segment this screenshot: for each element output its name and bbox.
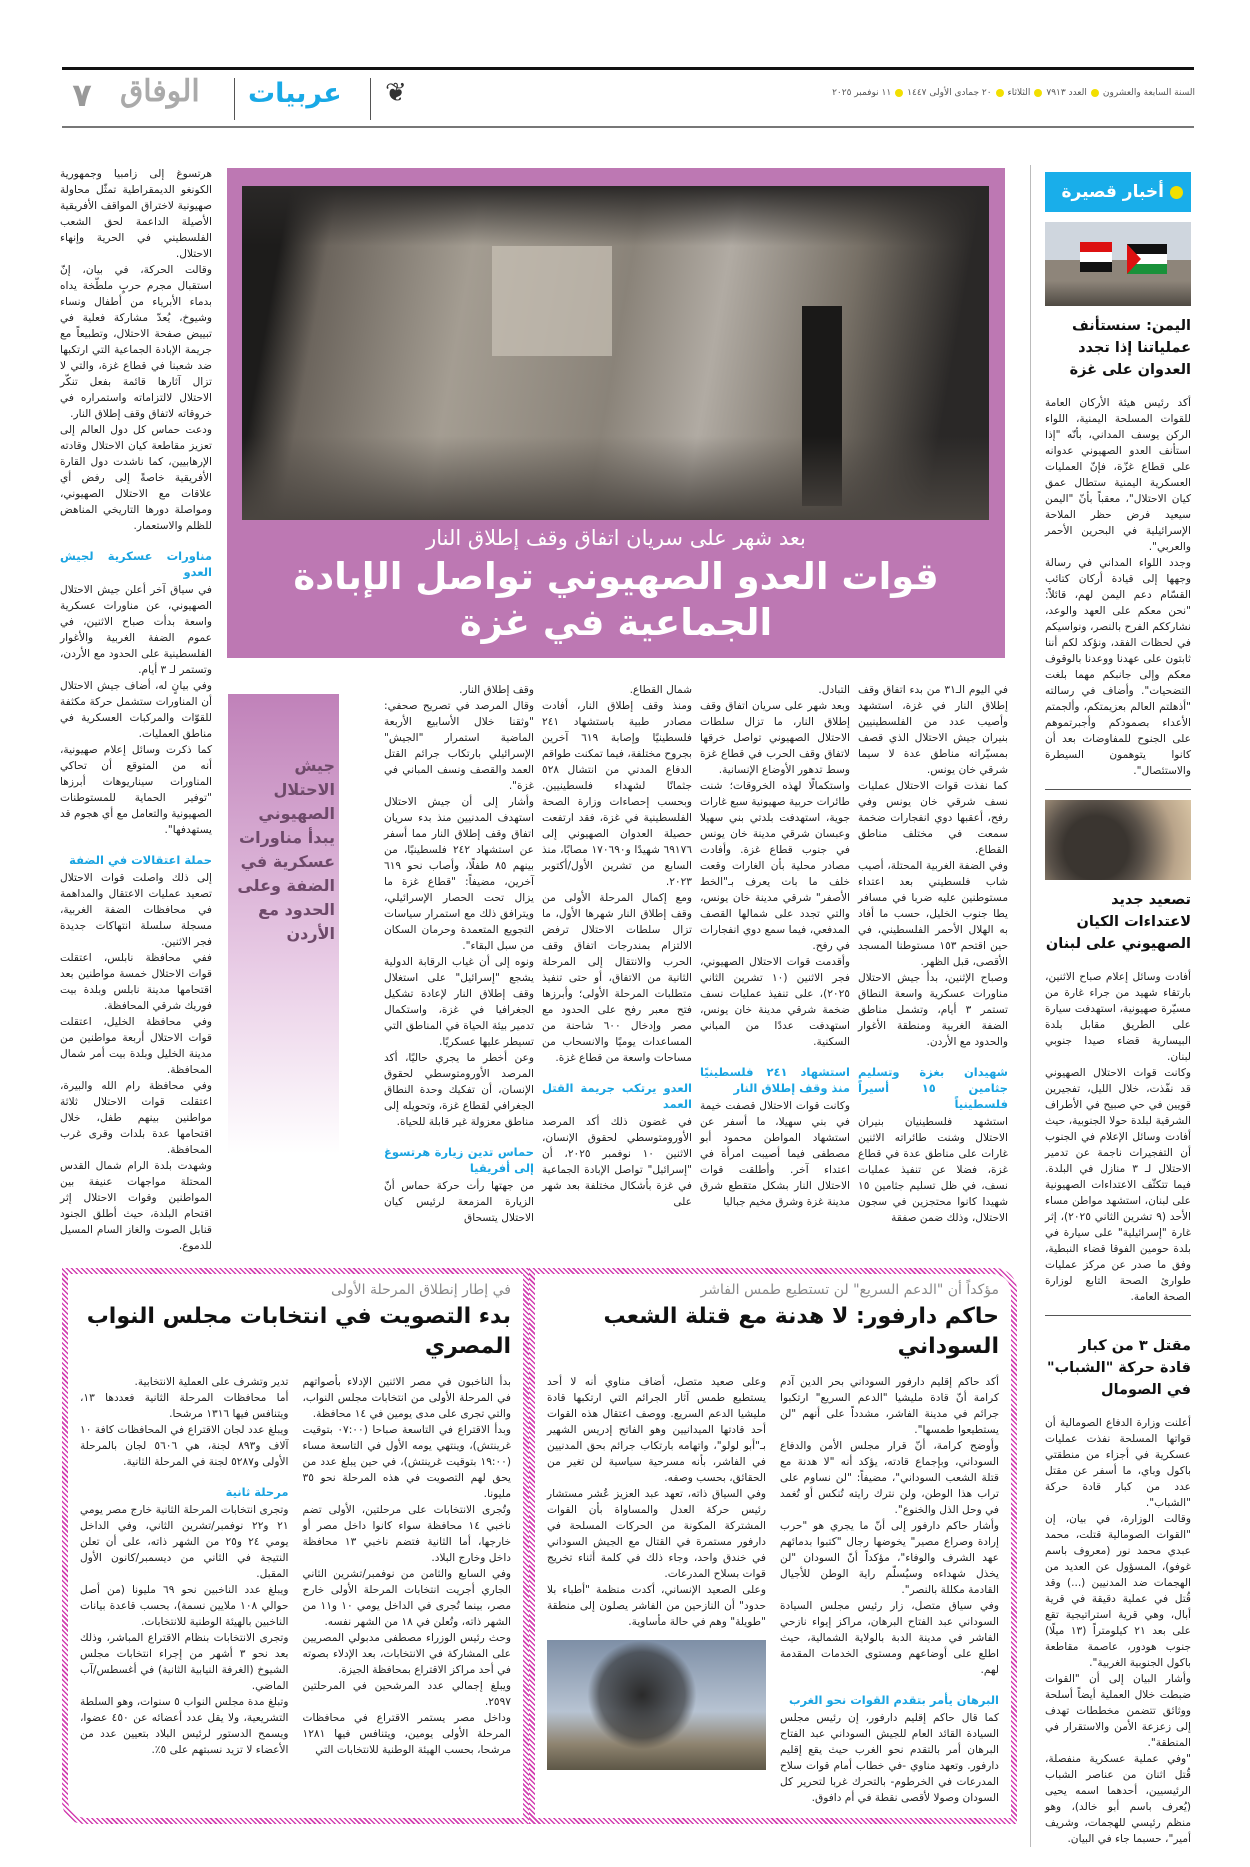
lead-sidebar-title: جيش الاحتلال الصهيوني يبدأ مناورات عسكرية في الضفة وعلى الحدود مع الأردن [237, 756, 335, 943]
bullet-icon [1170, 186, 1183, 199]
paragraph: وفي سياق متصل، زار رئيس مجلس السيادة السوداني عبد الفتاح البرهان، مراكز إيواء نازحي الفاشر في مدينة الدبة بالولاية الشمالية، حيث اطلع على أوضاعهم ومستوى الخدمات المقدمة لهم. [780, 1600, 999, 1676]
paragraph: التبادل. [818, 684, 850, 696]
dateline-item: العدد ٧٩١٣ [1046, 88, 1087, 98]
brief-headline: تصعيد جديد لاعتداءات الكيان الصهيوني على لبنان [1045, 892, 1191, 952]
paragraph: وتجرى الانتخابات بنظام الاقتراع المباشر، وذلك بعد نحو ٣ أشهر من إجراء انتخابات مجلس الشيوخ (الغرفة النيابية الثانية) في أغسطس/آب الماضي. [80, 1632, 289, 1692]
brief-headline: مقتل ٣ من كبار قادة حركة "الشباب" في الصومال [1047, 1338, 1191, 1398]
subheading: حماس تدين زيارة هرتسوغ إلى أفريقيا [384, 1145, 534, 1175]
egypt-story-frame [62, 1268, 529, 1824]
paragraph: ومنذ وقف إطلاق النار، أفادت مصادر طبية باستشهاد ٢٤١ فلسطينيًا وإصابة ٦١٩ آخرين بجروح مختلفة، فيما تمكنت طواقم الدفاع المدني من انتشال ٥٢٨ جثمانًا لشهداء فلسطينيين. وبحسب إحصاءات وزارة الصحة الفلسطينية في غزة، فقد ارتفعت حصيلة العدوان الصهيوني إلى ٦٩١٧٦ شهيدًا و١٧٠٦٩٠ مصابًا، منذ السابع من تشرين الأول/أكتوبر ٢٠٢٣. [542, 700, 692, 888]
paragraph: وأقدمت قوات الاحتلال الصهيوني، فجر الاثنين (١٠ تشرين الثاني ٢٠٢٥)، على تنفيذ عمليات نسف ضخمة شرقي مدينة خان يونس، استهدفت عددًا من المباني السكنية. [700, 956, 850, 1048]
brief-body [1045, 969, 1191, 1305]
paragraph: في اليوم الـ٣١ من بدء اتفاق وقف إطلاق النار في غزة، استشهد وأصيب عدد من الفلسطينيين بنيران جيش الاحتلال الذي قصف بمسيّراته مناطق عدة لا سيما شرقي خان يونس. [858, 684, 1009, 776]
paragraph: شمال القطاع. [629, 684, 692, 696]
paragraph: كما قال حاكم إقليم دارفور، إن رئيس مجلس السيادة القائد العام للجيش السوداني عبد الفتاح البرهان أمر بالتقدم نحو الغرب حيث يقع إقليم دارفور. وتعهد مناوي -في خطاب أمام قوات سلاح المدرعات في الخرطوم- بالتحرك غربا لتحرير كل السودان وصولا لأقصى نقطة في أم دافوق. [780, 1712, 999, 1804]
paragraph: وفي بيانٍ له، أضاف جيش الاحتلال أن المناورات ستشمل حركة مكثفة للقوّات والمركبات العسكرية في مناطق العمليات. [60, 680, 212, 740]
briefs-title: أخبار قصيرة [1061, 182, 1164, 202]
paragraph: أكد رئيس هيئة الأركان العامة للقوات المسلحة اليمنية، اللواء الركن يوسف المداني، بأنّه "إذا استأنف العدو الصهيوني عدوانه على قطاع غزّة، فإنّ العمليات العسكرية اليمنية ستطال عمق كيان الاحتلال"، معقباً بأنّ "اليمن سيعيد فرض حظر الملاحة الإسرائيلية في البحرين الأحمر والعربي". [1045, 397, 1191, 553]
dateline-item: ١١ نوفمبر ٢٠٢٥ [832, 88, 892, 98]
divider [1045, 1315, 1191, 1316]
subheading: استشهاد ٢٤١ فلسطينيًا منذ وقف إطلاق النار [700, 1065, 850, 1095]
paragraph: وفي محافظة رام الله والبيرة، اعتقلت قوات الاحتلال ثلاثة مواطنين بينهم طفل، خلال اقتحامها عدة بلدات وقرى غرب المحافظة. [60, 1080, 212, 1156]
paragraph: ففي محافظة نابلس، اعتقلت قوات الاحتلال خمسة مواطنين بعد اقتحامها مدينة نابلس وبلدة بيت فوريك شرقي المحافظة. [60, 952, 212, 1012]
paragraph: في سياق آخر أعلن جيش الاحتلال الصهيوني، عن مناورات عسكرية واسعة بدأت صباح الاثنين، في عموم الضفة الغربية والأغوار الفلسطينية على الحدود مع الأردن، وتستمر لـ ٣ أيام. [60, 584, 212, 676]
paragraph: وقالت الوزارة، في بيان، إن "القوات الصومالية قتلت، محمد عبدي محمد نور (معروف باسم غوفو)، المسؤول عن العديد من الهجمات ضد المدنيين (...) وقد قُتل في عملية دقيقة في قرية أبال، وهي قرية استراتيجية تقع على بعد ٢١ كيلومتراً (١٣ ميلًا) جنوب هودور، عاصمة مقاطعة باكول الجنوبية الغربية". [1045, 1513, 1192, 1669]
paragraph: ويبلغ إجمالي عدد المرشحين في المرحلتين ٢٥٩٧. [302, 1680, 511, 1708]
emblem-icon: ❦ [385, 78, 407, 108]
burned-car-photo [1045, 800, 1191, 880]
subheading: البرهان يأمر بتقدم القوات نحو الغرب [788, 1693, 999, 1707]
paragraph: وبدأ الاقتراع في التاسعة صباحا (٠٧:٠٠ بتوقيت غرينتش)، وينتهي يومه الأول في التاسعة مساء (١٩:٠٠ بتوقيت غرينتش)، في حين يبلغ عدد من يحق لهم التصويت في هذه المرحلة نحو ٣٥ مليونا. [302, 1424, 511, 1500]
lead-column [384, 682, 534, 1226]
paragraph: استشهد فلسطينيان بنيران الاحتلال وشنت طائراته الاثنين غارات على مناطق عدة في قطاع غزة، فضلا عن تنفيذ عمليات نسف، في ظل تسليم جثامين ١٥ شهيدا كانوا محتجزين في سجون الاحتلال، وذلك ضمن صفقة [858, 1116, 1008, 1224]
darfur-column [547, 1374, 766, 1630]
paragraph: وصباح الإثنين، بدأ جيش الاحتلال مناورات عسكرية واسعة النطاق تستمر ٣ أيام، وتشمل مناطق الضفة الغربية ومنطقة الأغوار والحدود مع الأردن. [858, 972, 1008, 1048]
bottom-stories [62, 1268, 1017, 1824]
paragraph: ويبلغ عدد لجان الاقتراع في المحافظات كافة ١٠ آلاف و٨٩٣ لجنة، هي ٥٦٠٦ لجان بالمرحلة الأولى و٥٢٨٧ لجنة في المرحلة الثانية. [80, 1424, 289, 1468]
darfur-column [780, 1374, 999, 1806]
lead-column [700, 682, 850, 1210]
briefs-column [1045, 172, 1191, 1847]
paragraph: "وفي عملية عسكرية منفصلة، قُتل اثنان من عناصر الشباب الرئيسيين، أحدهما اسمه يحيى (يُعرف باسم أبو خالد)، وهو منظم رئيسي للهجمات، وشريف أمير"، حسبما جاء في البيان. [1045, 1753, 1191, 1845]
bullet-icon [996, 89, 1004, 97]
paragraph: في غضون ذلك أكد المرصد الأورومتوسطي لحقوق الإنسان، الاثنين ١٠ نوفمبر ٢٠٢٥، أن "إسرائيل" تواصل الإبادة الجماعية في غزة بأشكال مختلفة بعد شهر على [542, 1116, 693, 1208]
dateline-item: الثلاثاء [1007, 88, 1031, 98]
brief-headline: اليمن: سنستأنف عملياتنا إذا تجدد العدوان على غزة [1069, 318, 1191, 378]
darfur-kicker: مؤكداً أن "الدعم السريع" لن تستطيع طمس الفاشر [700, 1282, 999, 1298]
paragraph: وفي الضفة الغربية المحتلة، أصيب شاب فلسطيني بعد اعتداء مستوطنين عليه ضربا في مسافر يطا جنوب الخليل، حسب ما أفاد به الهلال الأحمر الفلسطيني، في حين اقتحم ١٥٣ مستوطنا المسجد الأقصى، قبل الظهر. [858, 860, 1008, 968]
paragraph: وقالت الحركة، في بيان، إنّ استقبال مجرم حربٍ ملطّخة يداه بدماء الأبرياء من أطفال ونساء وشيوخ، يُعدّ مشاركة فعلية في تبييض صفحة الاحتلال، وتطبيعاً مع جريمة الإبادة الجماعية التي ارتكبها ضد شعبنا في قطاع غزة، والتي لا تزال آثارها قائمة بفعل تنكّر الاحتلال لالتزاماته واستمراره في خروقاته لاتفاق وقف إطلاق النار. [60, 264, 212, 420]
egypt-column [303, 1374, 512, 1758]
paragraph: كما نفذت قوات الاحتلال عمليات نسف شرقي خان يونس وفي رفح، أعقبها دوي انفجارات ضخمة سمعت في مختلف مناطق القطاع. [858, 780, 1008, 856]
smoke-over-city-photo [547, 1640, 766, 1770]
subheading: العدو يرتكب جريمة القتل العمد [542, 1081, 692, 1111]
column-divider [1030, 165, 1031, 1847]
paragraph: ودعت حماس كل دول العالم إلى تعزيز مقاطعة كيان الاحتلال وقادته الإرهابيين، كما ناشدت دول القارة الأفريقية خاصةً إلى رفض أي علاقات مع الاحتلال الصهيوني، ومواصلة دورها التاريخي المناهض للظلم والاستعمار. [60, 424, 212, 532]
paragraph: أما محافظات المرحلة الثانية فعددها ١٣، ويتنافس فيها ١٣١٦ مرشحا. [80, 1392, 289, 1420]
header-bottom-rule [62, 126, 1194, 128]
lead-headline: قوات العدو الصهيوني تواصل الإبادة الجماعية في غزة [293, 555, 939, 644]
paragraph: ونوه إلى أن غياب الرقابة الدولية يشجع "إسرائيل" على استغلال وقف إطلاق النار لإعادة تشكيل الجغرافيا في غزة، واستكمال تدمير بيئة الحياة في المناطق التي تسيطر عليها عسكريًا. [384, 956, 534, 1048]
paragraph: وكانت قوات الاحتلال الصهيوني قد نفّذت، خلال الليل، تفجيرين قويين في حي صبيح في الأطراف الشرقية لبلدة حولا الجنوبية، حيث أفادت وسائل الإعلام في الجنوب أن التفجيرات ناجمة عن تدمير الاحتلال لـ ٣ منازل في البلدة. فيما تتكثّف الاعتداءات الصهيونية على لبنان، استشهد مواطن مساء الأحد (٩ تشرين الثاني ٢٠٢٥)، إثر غارة "إسرائيلية" على سيارة في بلدة حومين الفوقا قضاء النبطية، وفق ما صدر عن مركز عمليات طوارئ الصحة التابع لوزارة الصحة العامة. [1045, 1067, 1191, 1303]
paragraph: وتجرى انتخابات المرحلة الثانية خارج مصر يومي ٢١ و٢٢ نوفمبر/تشرين الثاني، وفي الداخل يومي ٢٤ و٢٥ من الشهر ذاته، على أن تعلن النتيجة في الثاني من ديسمبر/كانون الأول المقبل. [80, 1504, 289, 1580]
divider [1045, 789, 1191, 790]
paragraph: أعلنت وزارة الدفاع الصومالية أن قواتها المسلحة نفذت عمليات عسكرية في أجزاء من منطقتي باكول وباي، ما أسفر عن مقتل عدد من كبار قادة حركة "الشباب". [1045, 1417, 1191, 1509]
gaza-destruction-photo [242, 186, 989, 520]
paragraph: وأوضح كرامة، أنّ قرار مجلس الأمن والدفاع السوداني، وبإجماع قادته، يؤكد أنه "لا هدنة مع قتلة الشعب السوداني"، مضيفاً: "لن نساوم على تراب هذا الوطن، ولن نترك رايته تُنكس أو تُغمد في وحل الذل والخنوع". [780, 1440, 999, 1516]
paragraph: وأشار إلى أن جيش الاحتلال استهدف المدنيين منذ بدء سريان اتفاق وقف إطلاق النار مما أسفر عن استشهاد ٢٤٢ فلسطينيًا، من بينهم ٨٥ طفلًا، وأصاب نحو ٦١٩ آخرين، مضيفاً: "قطاع غزة ما يزال تحت الحصار الإسرائيلي، ويترافق ذلك مع استمرار سياسات التجويع المتعمدة وحرمان السكان من سبل البقاء". [384, 796, 534, 952]
subheading: شهيدان بغزة وتسليم جثامين ١٥ أسيراً فلسطينياً [858, 1065, 1008, 1111]
darfur-headline: حاكم دارفور: لا هدنة مع قتلة الشعب السوداني [603, 1304, 999, 1359]
header-top-rule [62, 67, 1194, 70]
lead-story-banner [227, 168, 1005, 658]
paragraph: وحث رئيس الوزراء مصطفى مدبولي المصريين على المشاركة في الانتخابات، بعد الإدلاء بصوته في أحد مراكز الاقتراع بمحافظة الجيزة. [302, 1632, 511, 1676]
lead-column [858, 682, 1008, 1226]
brief-body [1045, 395, 1191, 779]
paragraph: كما ذكرت وسائل إعلام صهيونية، أنه من المتوقع أن تحاكي المناورات سيناريوهات أبرزها "توفير الحماية للمستوطنات الصهيونية والتعامل مع أي هجوم قد يستهدفها". [60, 744, 212, 836]
brief-body [1045, 1415, 1191, 1847]
darfur-column-wrap [547, 1374, 766, 1806]
bullet-icon [1034, 89, 1042, 97]
paragraph: وشهدت بلدة الرام شمال القدس المحتلة مواجهات عنيفة بين المواطنين وقوات الاحتلال إثر اقتحام البلدة، حيث أطلق الجنود قنابل الصوت والغاز السام المسيل للدموع. [60, 1160, 212, 1252]
page-number: ٧ [72, 76, 92, 114]
subheading: مرحلة ثانية [225, 1485, 289, 1499]
paragraph: تدير وتشرف على العملية الانتخابية. [134, 1376, 289, 1388]
paragraph: هرتسوغ إلى زامبيا وجمهورية الكونغو الديمقراطية تمثّل محاولة صهيونية لاختراق المواقف الأفريقية الأصيلة الداعمة لحق الشعب الفلسطيني في الحرية وإنهاء الاحتلال. [60, 168, 212, 260]
header-divider [234, 78, 235, 120]
paragraph: ومع إكمال المرحلة الأولى من وقف إطلاق النار شهرها الأول، ما تزال سلطات الاحتلال ترفض الالتزام بمندرجات اتفاق وقف الحرب والانتقال إلى المرحلة الثانية من الاتفاق، أو حتى تنفيذ متطلبات المرحلة الأولى؛ وأبرزها فتح معبر رفح على الحدود مع مصر وإدخال ٦٠٠ شاحنة من المساعدات يوميًا والانسحاب من مساحات واسعة من قطاع غزة. [542, 892, 692, 1064]
lead-sidebar-box [228, 694, 339, 1154]
yemen-palestine-flags-photo [1045, 222, 1191, 306]
paragraph: وقال المرصد في تصريح صحفي: "وثقنا خلال الأسابيع الأربعة الماضية استمرار "الجيش" الإسرائيلي بارتكاب جرائم القتل العمد والقصف ونسف المباني في غزة". [384, 700, 534, 792]
paragraph: واستكمالًا لهذه الخروقات؛ شنت طائرات حربية صهيونية سبع غارات جوية، استهدفت بلدتي بني سهيلا وعبسان شرقي مدينة خان يونس في جنوب قطاع غزة. وأفادت مصادر محلية بأن الغارات وقعت خلف ما بات يعرف بـ"الخط الأصفر" شرقي مدينة خان يونس، والتي تجدد على شمالها القصف المدفعي، فيما سمع دوي انفجارات في رفح. [700, 780, 850, 952]
paragraph: وجدد اللواء المداني في رسالة وجهها إلى قيادة أركان كتائب القسّام دعم اليمن لهم، قائلاً: "نحن معكم على العهد والوعد، نشارككم الفرح بالنصر، ونواسيكم في لحظات الفقد، ونؤكد لكم أننا ثابتون على عهدنا ووعدنا بالوقوف معكم وإلى جانبكم مهما بلغت التضحيات". وأضاف في رسالته "أذهلتم العالم بعزيمتكم، وألجمتم الأعداء بصمودكم وأجبرتموهم على الجنوح للمفاوضات بعد أن كانوا يتوهمون السيطرة والاستئصال". [1045, 557, 1191, 777]
paragraph: وفي السابع والثامن من نوفمبر/تشرين الثاني الجاري أجريت انتخابات المرحلة الأولى خارج مصر، بينما تُجرى في الداخل يومي ١٠ و١١ من الشهر ذاته، وتُعلن في ١٨ من الشهر نفسه. [302, 1568, 512, 1628]
paragraph: وعلى الصعيد الإنساني، أكدت منظمة "أطباء بلا حدود" أن النازحين من الفاشر يصلون إلى منطقة "طويلة" وهم في حالة مأساوية. [547, 1584, 766, 1628]
paragraph: وداخل مصر يستمر الاقتراع في محافظات المرحلة الأولى يومين، ويتنافس فيها ١٢٨١ مرشحا، بحسب الهيئة الوطنية للانتخابات التي [302, 1712, 511, 1756]
egypt-column [80, 1374, 289, 1758]
egypt-headline: بدء التصويت في انتخابات مجلس النواب المصري [86, 1304, 511, 1359]
paragraph: ويبلغ عدد الناخبين نحو ٦٩ مليونا (من أصل حوالي ١٠٨ ملايين نسمة)، بحسب قاعدة بيانات الناخبين بالهيئة الوطنية للانتخابات. [80, 1584, 289, 1628]
paragraph: وفي السياق ذاته، تعهد عبد العزيز عُشر مستشار رئيس حركة العدل والمساواة بأن القوات المشتركة المكونة من الحركات المسلحة في دارفور مستمرة في القتال مع الجيش السوداني في خندق واحد، وجاء ذلك في كلمة أثناء تخريج قوات بسلاح المدرعات. [547, 1488, 766, 1580]
paragraph: بدأ الناخبون في مصر الاثنين الإدلاء بأصواتهم في المرحلة الأولى من انتخابات مجلس النواب، والتي تجرى على مدى يومين في ١٤ محافظة. [302, 1376, 511, 1420]
briefs-header [1045, 172, 1191, 212]
paragraph: وفي محافظة الخليل، اعتقلت قوات الاحتلال أربعة مواطنين من مدينة الخليل وبلدة بيت أمر شمال المحافظة. [60, 1016, 212, 1076]
paragraph: أكد حاكم إقليم دارفور السوداني بحر الدين آدم كرامة أنّ قادة مليشيا "الدعم السريع" ارتكبوا جرائم في مدينة الفاشر، مشدداً على أنهم "لن يستطيعوا طمسها". [780, 1376, 999, 1436]
bullet-icon [1091, 89, 1099, 97]
bullet-icon [895, 89, 903, 97]
header-divider [370, 78, 371, 120]
newspaper-logo: الوفاق [120, 74, 200, 109]
lead-kicker: بعد شهر على سريان اتفاق وقف إطلاق النار [426, 526, 806, 550]
paragraph: إلى ذلك واصلت قوات الاحتلال تصعيد عمليات الاعتقال والمداهمة في محافظات الضفة الغربية، مسجلة سلسلة انتهاكات جديدة فجر الاثنين. [60, 872, 212, 948]
paragraph: وتُجرى الانتخابات على مرحلتين، الأولى تضم ناخبي ١٤ محافظة سواء كانوا داخل مصر أو خارجها، أما الثانية فتضم ناخبي ١٣ محافظة داخل وخارج البلاد. [302, 1504, 511, 1564]
paragraph: وأشار حاكم دارفور إلى أنّ ما يجري هو "حرب إرادة وصراع مصير" يخوضها رجال "كتبوا بدمائهم عهد الشرف والوفاء"، مؤكداً أنّ السودان "لن يخذل شهداءه وسيُسلّم راية الوطن للأجيال القادمة مكللة بالنصر". [780, 1520, 999, 1596]
paragraph: أفادت وسائل إعلام صباح الاثنين، بارتقاء شهيد من جراء غارة من مسيّرة صهيونية، استهدفت سيارة على الطريق مقابل بلدة البيسارية قضاء صيدا جنوبي لبنان. [1045, 971, 1191, 1063]
paragraph: وبعد شهر على سريان اتفاق وقف إطلاق النار، ما تزال سلطات الاحتلال الصهيوني تواصل خرقها لاتفاق وقف الحرب في قطاع غزة وسط تدهور الأوضاع الإنسانية. [700, 700, 850, 776]
subheading: حملة اعتقالات في الضفة [69, 853, 212, 867]
dateline-item: ٢٠ جمادى الأولى ١٤٤٧ [907, 88, 992, 98]
lead-column [60, 166, 212, 1254]
paragraph: وعن أخطر ما يجري حاليًا، أكد المرصد الأورومتوسطي لحقوق الإنسان، أن تفكيك وحدة النطاق الجغرافي لقطاع غزة، وتحويله إلى مناطق معزولة غير قابلة للحياة. [384, 1052, 534, 1128]
paragraph: وأشار البيان إلى أن "القوات ضبطت خلال العملية أيضاً أسلحة ووثائق تتضمن مخططات تهدف إلى زعزعة الأمن والاستقرار في المنطقة". [1045, 1673, 1191, 1749]
paragraph: وكانت قوات الاحتلال قصفت خيمة في بني سهيلا، ما أسفر عن استشهاد المواطن محمود أبو مصطفى فيما أصيبت امرأة في اعتداء آخر. وأطلقت قوات الاحتلال النار بشكل متقطع شرق مدينة غزة وشرق مخيم جباليا [700, 1100, 850, 1208]
darfur-story-frame [529, 1268, 1017, 1824]
paragraph: وعلى صعيد متصل، أضاف مناوي أنه لا أحد يستطيع طمس آثار الجرائم التي ارتكبها قادة مليشيا الدعم السريع. ووصف اعتقال هذه القوات أحد قادتها الميدانيين وهو الفاتح إدريس الشهير بـ"أبو لولو"، واتهامه بارتكاب جرائم بحق المدنيين في الفاشر، بأنه مسرحية سياسية لن تغير من الحقائق، بحسب وصفه. [547, 1376, 766, 1484]
paragraph: من جهتها رأت حركة حماس أنّ الزيارة المزمعة لرئيس كيان الاحتلال يتسحاق [384, 1180, 534, 1224]
egypt-kicker: في إطار إنطلاق المرحلة الأولى [330, 1282, 511, 1298]
lead-column [542, 682, 692, 1210]
section-title: عربيات [248, 78, 342, 109]
paragraph: وقف إطلاق النار. [459, 684, 534, 696]
subheading: مناورات عسكرية لجيش العدو [60, 549, 212, 579]
dateline-item: السنة السابعة والعشرون [1102, 88, 1195, 98]
dateline [832, 88, 1195, 98]
paragraph: وتبلغ مدة مجلس النواب ٥ سنوات، وهو السلطة التشريعية، ولا يقل عدد أعضائه عن ٤٥٠ عضوا، ويسمح الدستور لرئيس البلاد بتعيين عدد من الأعضاء لا تزيد نسبتهم على ٥٪. [80, 1696, 289, 1756]
